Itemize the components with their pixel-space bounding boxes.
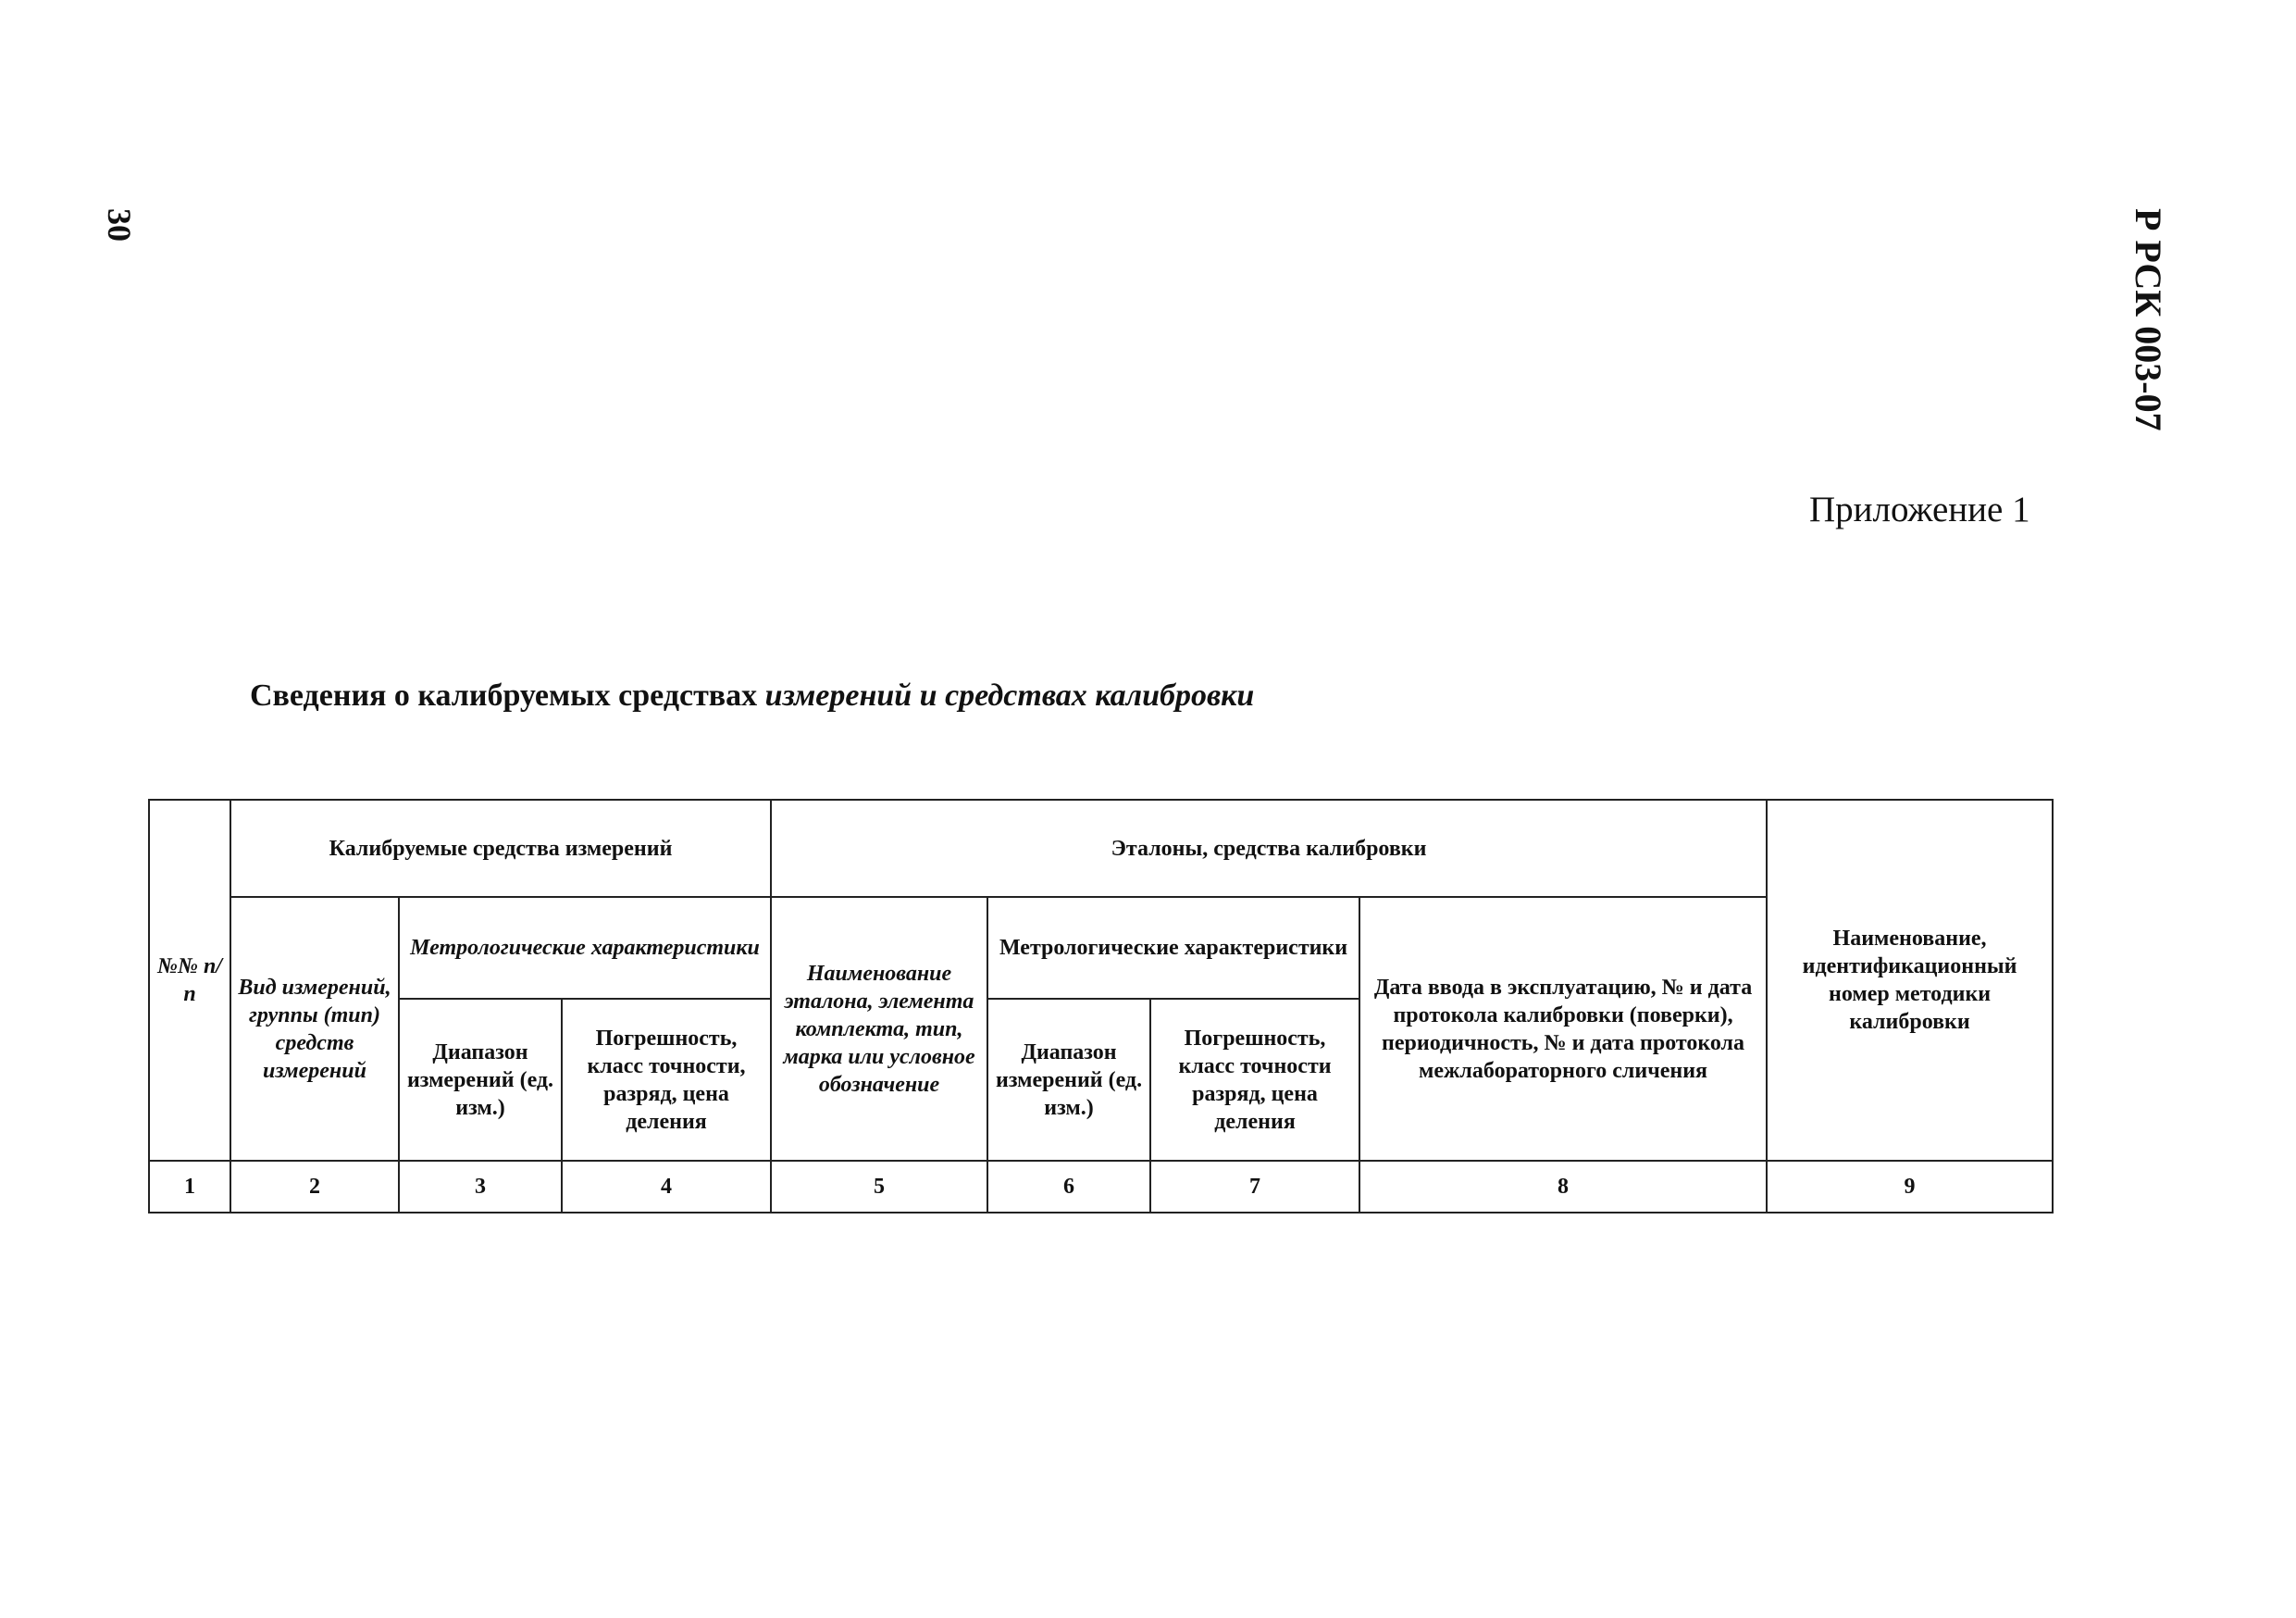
- header-group-standards: Эталоны, средства калибровки: [771, 800, 1767, 897]
- column-number: 9: [1767, 1161, 2053, 1213]
- header-num: №№ п/п: [149, 800, 230, 1161]
- column-number: 3: [399, 1161, 562, 1213]
- header-range-1: Диапазон измерений (ед. изм.): [399, 999, 562, 1161]
- column-number: 4: [562, 1161, 771, 1213]
- header-range-2: Диапазон измерений (ед. изм.): [987, 999, 1150, 1161]
- appendix-label: Приложение 1: [1809, 490, 2030, 529]
- header-date: Дата ввода в эксплуатацию, № и дата протокола калибровки (поверки), периодичность, № и дата протокола межлабораторного сличения: [1359, 897, 1767, 1161]
- header-kind: Вид измерений, группы (тип) средств измерений: [230, 897, 399, 1161]
- header-standard-name: Наименование эталона, элемента комплекта, тип, марка или условное обозначение: [771, 897, 987, 1161]
- title-part-2: измерений и средствах калибровки: [764, 678, 1255, 713]
- column-number-row: [149, 1161, 2053, 1213]
- header-error-1: Погрешность, класс точности, разряд, цена деления: [562, 999, 771, 1161]
- page-number: 30: [101, 208, 138, 242]
- title-part-1: Сведения о калибруемых средствах: [250, 678, 758, 713]
- column-number: 2: [230, 1161, 399, 1213]
- header-metro-2: Метрологические характеристики: [987, 897, 1359, 999]
- column-number: 7: [1150, 1161, 1359, 1213]
- column-number: 1: [149, 1161, 230, 1213]
- column-number: 6: [987, 1161, 1150, 1213]
- column-number: 8: [1359, 1161, 1767, 1213]
- document-code: Р РСК 003-07: [2128, 208, 2169, 431]
- calibration-table: [148, 799, 2054, 1214]
- column-number: 5: [771, 1161, 987, 1213]
- header-method: Наименование, идентификационный номер методики калибровки: [1767, 800, 2053, 1161]
- header-metro-1: Метрологические характеристики: [399, 897, 771, 999]
- header-error-2: Погрешность, класс точности разряд, цена деления: [1150, 999, 1359, 1161]
- table-title: [250, 678, 1254, 714]
- header-group-calibrated: Калибруемые средства измерений: [230, 800, 771, 897]
